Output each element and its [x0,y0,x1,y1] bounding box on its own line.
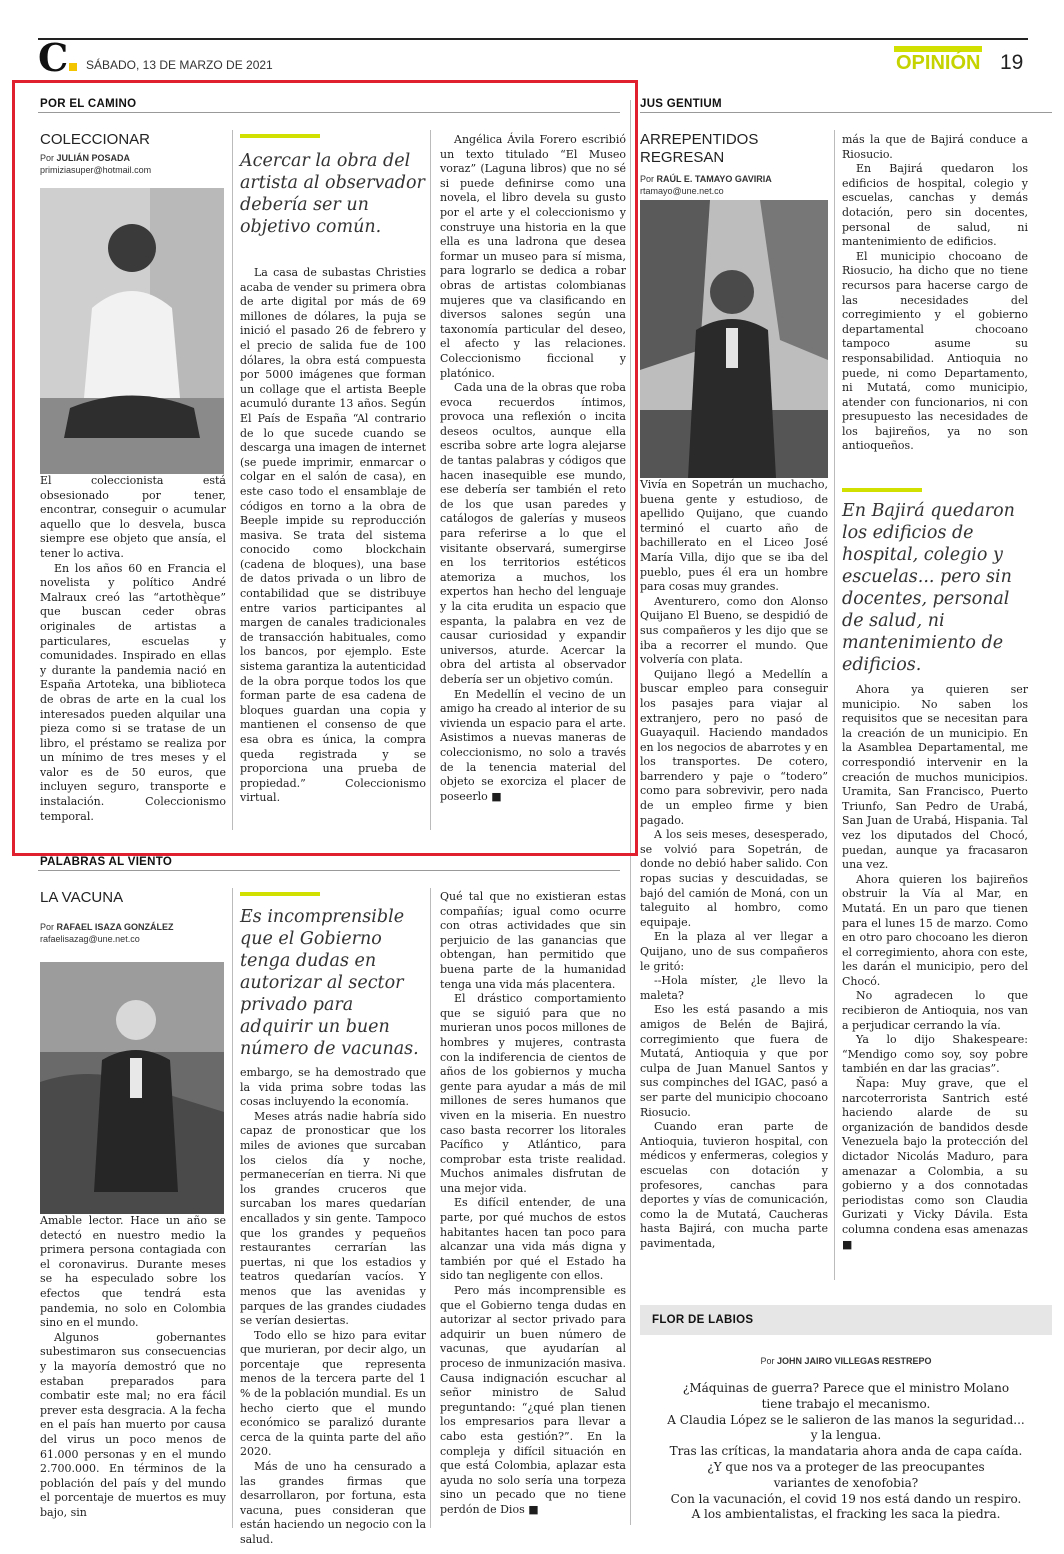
article-column [40,1214,226,1520]
article-column [640,478,828,1251]
paragraph: Cuando eran parte de Antioquia, tuvieron hospital, con médicos y enfermeras, colegios y escuelas con dotación y profesores, canchas para deportes y vías de comunicación, como la de Mutatá, Caucheras hasta Bajirá, con mucha parte pavimentada, [640,1120,828,1250]
paragraph: Vivía en Sopetrán un muchacho, buena gente y estudioso, de apellido Quijano, que cuando terminó el cuarto año de bachillerato en el Liceo José María Villa, dijo que se iba del pueblo, pues él era un hombre para cosas muy grandes. [640,478,828,594]
logo-dot [69,63,77,71]
paragraph: En Medellín el vecino de un amigo ha creado al interior de su vivienda un espacio para el arte. Asistimos a nuevas maneras de coleccionismo, no solo a través de la tenencia material del objeto se exorciza el placer de poseerlo ■ [440,687,626,803]
paragraph: En la plaza al ver llegar a Quijano, uno de sus compañeros le gritó: [640,930,828,973]
text-line: y la lengua. [810,1428,882,1443]
author-email: rafaelisazag@une.net.co [40,934,140,944]
section-title: OPINIÓN [896,52,981,74]
author-email: primiziasuper@hotmail.com [40,165,152,175]
text-line: Con la vacunación, el covid 19 nos está dando un respiro. [670,1491,1022,1506]
kicker-jus-gentium: JUS GENTIUM [640,98,722,110]
paragraph: Meses atrás nadie habría sido capaz de pronosticar que los miles de aviones que surcaban los cielos día y noche, permanecerían en tierra. Ni que los grandes cruceros que surcaban los mares quedarían encallados y sin gente. Tampoco que los grandes y pequeños restaurantes cerrarían las puertas, ni que los estadios y teatros quedarían vacíos. Y menos que las avenidas y parques de las grandes ciudades se verían desiertas. [240,1109,426,1328]
kicker-palabras-al-viento: PALABRAS AL VIENTO [40,856,173,868]
article-column [842,133,1028,454]
paragraph: A los seis meses, desesperado, se volvió para Sopetrán, de donde no debió haber salido. Con ropas sucias y descuidadas, se bajó del camión de Moná, con un taleguito al hombro, como equipaje. [640,828,828,929]
column-rule [232,888,233,1528]
paragraph: Ahora ya quieren ser municipio. No saben los requisitos que se necesitan para la creación de un municipio. En la Asamblea Departamental, me correspondió intervenir en la creación de muchos municipios. Uramita, San Francisco, Puerto Triunfo, San Pedro de Urabá, San Juan de Urabá, Hispania. Tal vez los diputados del Chocó, puedan, aunque ya fracasaron una vez. [842,683,1028,872]
paragraph: Quijano llegó a Medellín a buscar empleo para conseguir los pasajes para viajar al extranjero, pero no pasó de Guayaquil. Haciendo mandados en los negocios de abarrotes y en los transportes. De cotero, barrendero y paje o “todero” como para sobrevivir, pero nada de un empleo firme y bien pagado. [640,667,828,827]
column-rule [430,888,431,1528]
highlight-box [12,80,638,856]
paragraph: Todo ello se hizo para evitar que murieran, por decir algo, un porcentaje que representa menos de la tercera parte del 1 % de la población mundial. Es un hecho cierto que el mundo económico se paralizó durante cerca de la quinta parte del año 2020. [240,1328,426,1459]
portrait-photo-icon [40,962,224,1214]
byline: Por JULIÁN POSADA [40,153,131,163]
article-title-regresan: REGRESAN [640,149,725,166]
byline: Por JOHN JAIRO VILLEGAS RESTREPO [760,1356,932,1366]
top-rule [38,38,1028,40]
paragraph: Amable lector. Hace un año se detectó en nuestro medio la primera persona contagiada con el coronavirus. Durante meses se ha especulado sobre los efectos que tendrá esta pandemia, no solo en Colombia sino en el mundo. [40,1214,226,1330]
edition-date: SÁBADO, 13 DE MARZO DE 2021 [86,58,273,72]
column-rule [834,130,835,1280]
page-number: 19 [1000,51,1024,74]
paragraph: Angélica Ávila Forero escribió un texto titulado “El Museo voraz” (Laguna libros) que no sé si puede definirse como una novela, el libro devela su gusto por el arte y el coleccionismo y construye una historia en la que ella es una ladrona que desea formar un museo para sí misma, para lograrlo se dedica a robar obras de artistas colombianas mujeres que va clasificando en diversos salones según una taxonomía particular del deseo, el afecto y las relaciones. Coleccionismo ficcional y platónico. [440,133,626,380]
byline: Por RAÚL E. TAMAYO GAVIRIA [640,174,772,184]
paragraph: Aventurero, como don Alonso Quijano El Bueno, se despidió de sus compañeros y les dijo que se iba a recorrer el mundo. Que volvería con plata. [640,594,828,667]
paragraph: Ahora quieren los bajireños obstruir la Vía al Mar, en Mutatá. En un paro que tienen para el lunes 15 de marzo. Como en otro paro chocoano les dieron el corregimiento, ahora con este, les darán el municipio, pero del Chocó. [842,872,1028,988]
paragraph: No agradecen lo que recibieron de Antioquia, nos van a perjudicar cerrando la vía. [842,989,1028,1032]
paragraph: Ñapa: Muy grave, que el narcoterrorista Santrich esté haciendo alarde de su organización de bandidos desde Venezuela bajo la protección del dictador Nicolás Maduro, para amenazar a Colombia, a su gobierno y a dos connotadas periodistas como son Claudia Gurizati y Vicky Dávila. Esta columna condena esas amenazas ■ [842,1077,1028,1251]
text-line: A Claudia López se le salieron de las manos la seguridad... [667,1412,1025,1427]
paragraph: El coleccionista está obsesionado por tener, encontrar, conseguir o acumular aquello que lo desvela, busca siempre ese objeto que ansía, el tener lo activa. [40,474,226,560]
pullquote: En Bajirá quedaron los edificios de hospital, colegio y escuelas... pero sin docentes, personal de salud, ni mantenimiento de edificios. [842,501,1015,675]
paragraph: Ya lo dijo Shakespeare: “Mendigo como soy, soy pobre también en dar las gracias”. [842,1033,1028,1076]
article-title-arrepentidos: ARREPENTIDOS [640,131,759,148]
article-column [240,1066,426,1548]
paragraph: --Hola míster, ¿le llevo la maleta? [640,974,828,1002]
paragraph: más la que de Bajirá conduce a Riosucio. [842,133,1028,161]
text-line: variantes de xenofobia? [773,1475,919,1490]
logo: C [38,40,77,76]
article-title-la-vacuna: LA VACUNA [40,889,124,906]
paragraph: El drástico comportamiento que se siguió para que no murieran unos pocos millones de hombres y mujeres, contrasta con la indiferencia de cientos de años de los gobiernos y mucha gente para ayudar a más de mil millones de seres humanos que viven en la miseria. En nuestro caso basta recorrer los litorales Pacífico y Atlántico, para comprobar esta triste realidad. Muchos animales disfrutan de una mejor vida. [440,992,626,1195]
rule-jus-gentium [640,112,1052,113]
kicker-por-el-camino: POR EL CAMINO [40,98,137,110]
flor-de-labios-text [640,1381,1052,1523]
text-line: Tras las críticas, la mandataria ahora anda de capa caída. [669,1444,1023,1459]
text-line: ¿Máquinas de guerra? Parece que el ministro Molano [682,1381,1010,1395]
pullquote: Acercar la obra del artista al observador debería ser un objetivo común. [240,151,425,237]
paragraph: Cada una de la obras que roba evoca recuerdos íntimos, provoca una reflexión o incita deseos ocultos, aunque ella escriba sobre arte logra alejarse de tantas palabras y códigos que hacen inasequible ese mundo, ese debería ser también el reto de los que usan paredes y catálogos de galerías y museos para referirse a lo que el visitante observará, sumergirse en los territorios estéticos atemoriza a muchos, los expertos han hecho del lenguaje y la cita erudita un espacio que espanta, la palabra en vez de causar curiosidad y expandir universos, aturde. Acercar la obra del artista al observador debería ser un objetivo común. [440,381,626,686]
text-line: ¿Y que nos va a proteger de las preocupantes [707,1459,985,1474]
paragraph: Es difícil entender, de una parte, por qué muchos de estos habitantes hacen tan poco para alcanzar una vida más digna y también por qué el Estado ha sido tan negligente con ellos. [440,1196,626,1283]
author-photo-isaza [40,962,224,1214]
paragraph: Pero más incomprensible es que el Gobierno tenga dudas en autorizar al sector privado para adquirir un buen número de vacunas, que ayudarían al proceso de inmunización masiva. Causa indignación escuchar al señor ministro de Salud preguntando: “¿qué plan tienen los empresarios para llevar a cabo esta gestión?”. En la compleja y difícil situación en que está Colombia, aplazar esta ayuda no solo sería una torpeza sino un pecado que no tiene perdón de Dios ■ [440,1284,626,1516]
paragraph: En los años 60 en Francia el novelista y político André Malraux creó las “artothèque” que buscan ceder obras originales de artistas a particulares, escuelas y comunidades. Inspirado en ellas y durante la pandemia nació en España Artoteka, una biblioteca de obras de arte en la cual los interesados pueden alquilar una pieza como si se tratase de un libro, el préstamo se realiza por un mínimo de tres meses y el valor es de 50 euros, que incluyen seguro, transporte e instalación. Coleccionismo temporal. [40,561,226,823]
article-title-coleccionar: COLECCIONAR [40,131,151,148]
paragraph: embargo, se ha demostrado que la vida prima sobre todas las cosas incluyendo la economía. [240,1066,426,1109]
pullquote: Es incomprensible que el Gobierno tenga dudas en autorizar al sector privado para adquirir un buen número de vacunas. [240,907,419,1059]
byline: Por RAFAEL ISAZA GONZÁLEZ [40,922,174,932]
paragraph: Algunos gobernantes subestimaron sus consecuencias y la mayoría demostró que no estaban preparados para combatir este mal; no era fácil prever esta desgracia. A la fecha en el país han muerto por causa del virus un poco menos de 61.000 personas y en el mundo 2.700.000. En términos de la población del país y del mundo el porcentaje de muertos es muy bajo, sin [40,1330,226,1519]
paragraph: El municipio chocoano de Riosucio, ha dicho que no tiene recursos para hacerse cargo de las necesidades del corregimiento y el gobierno departamental chocoano tampoco asume su responsabilidad. Antioquia no puede, ni como Departamento, ni Mutatá, como municipio, atender con funcionarios, ni con presupuesto las necesidades de los bajireños, ya no son antioqueños. [842,249,1028,453]
paragraph: Qué tal que no existieran estas compañías; igual como ocurre con otras actividades que sin perjuicio de las ganancias que obtengan, han permitido que buena parte de la humanidad tenga una vida más placentera. [440,890,626,991]
article-column [842,683,1028,1252]
portrait-photo-icon [640,200,828,478]
author-photo-tamayo [640,200,828,478]
paragraph: La casa de subastas Christies acaba de vender su primera obra de arte digital por más de 69 millones de dólares, la puja se inició el pasado 26 de febrero y el precio de salida fue de 100 dólares, la obra está compuesta por 5000 imágenes que forman un collage que el artista Beeple acumuló durante 13 años. Según El País de España “Al contrario de lo que sucede cuando se descarga una imagen de internet (se puede imprimir, enmarcar o colgar en el salón de casa), en este caso todo el ensamblaje de códigos en torno a la obra de Beeple impide su reproducción masiva. Se trata del sistema conocido como blockchain (cadena de bloques), una base de datos privada o un libro de contabilidad que se distribuye entre varios participantes al margen de canales tradicionales de transacción habituales, como los bancos, por ejemplo. Este sistema garantiza la autenticidad de la obra porque todos los que forman parte de esa cadena de bloques guardan una copia y mantienen el consenso de que esa obra es única, la compra queda registrada y se proporciona una prueba de propiedad.” Coleccionismo virtual. [240,266,427,805]
paragraph: En Bajirá quedaron los edificios de hospital, colegio y escuelas, canchas y demás dotación, pero sin docentes, personal de salud, ni mantenimiento de edificios. [842,162,1028,249]
pullquote-bar [240,892,320,896]
article-column [440,890,626,1518]
author-email: rtamayo@une.net.co [640,186,724,196]
pullquote-bar [842,488,922,492]
kicker-flor-de-labios: FLOR DE LABIOS [652,1314,754,1326]
text-line: tiene trabajo el mecanismo. [761,1396,931,1411]
rule-palabras-al-viento [38,870,620,871]
text-line: A los ambientalistas, el fracking les saca la piedra. [691,1507,1001,1522]
paragraph: Eso les está pasando a mis amigos de Belén de Bajirá, corregimiento que fuera de Mutatá, Antioquia y que por culpa de Juan Manuel Santos y sus compinches del IGAC, pasó a ser parte del municipio chocoano Riosucio. [640,1003,828,1119]
paragraph: Más de uno ha censurado a las grandes firmas que desarrollaron, por fortuna, esta vacuna, pues consideran que están haciendo un negocio con la salud. [240,1460,426,1546]
